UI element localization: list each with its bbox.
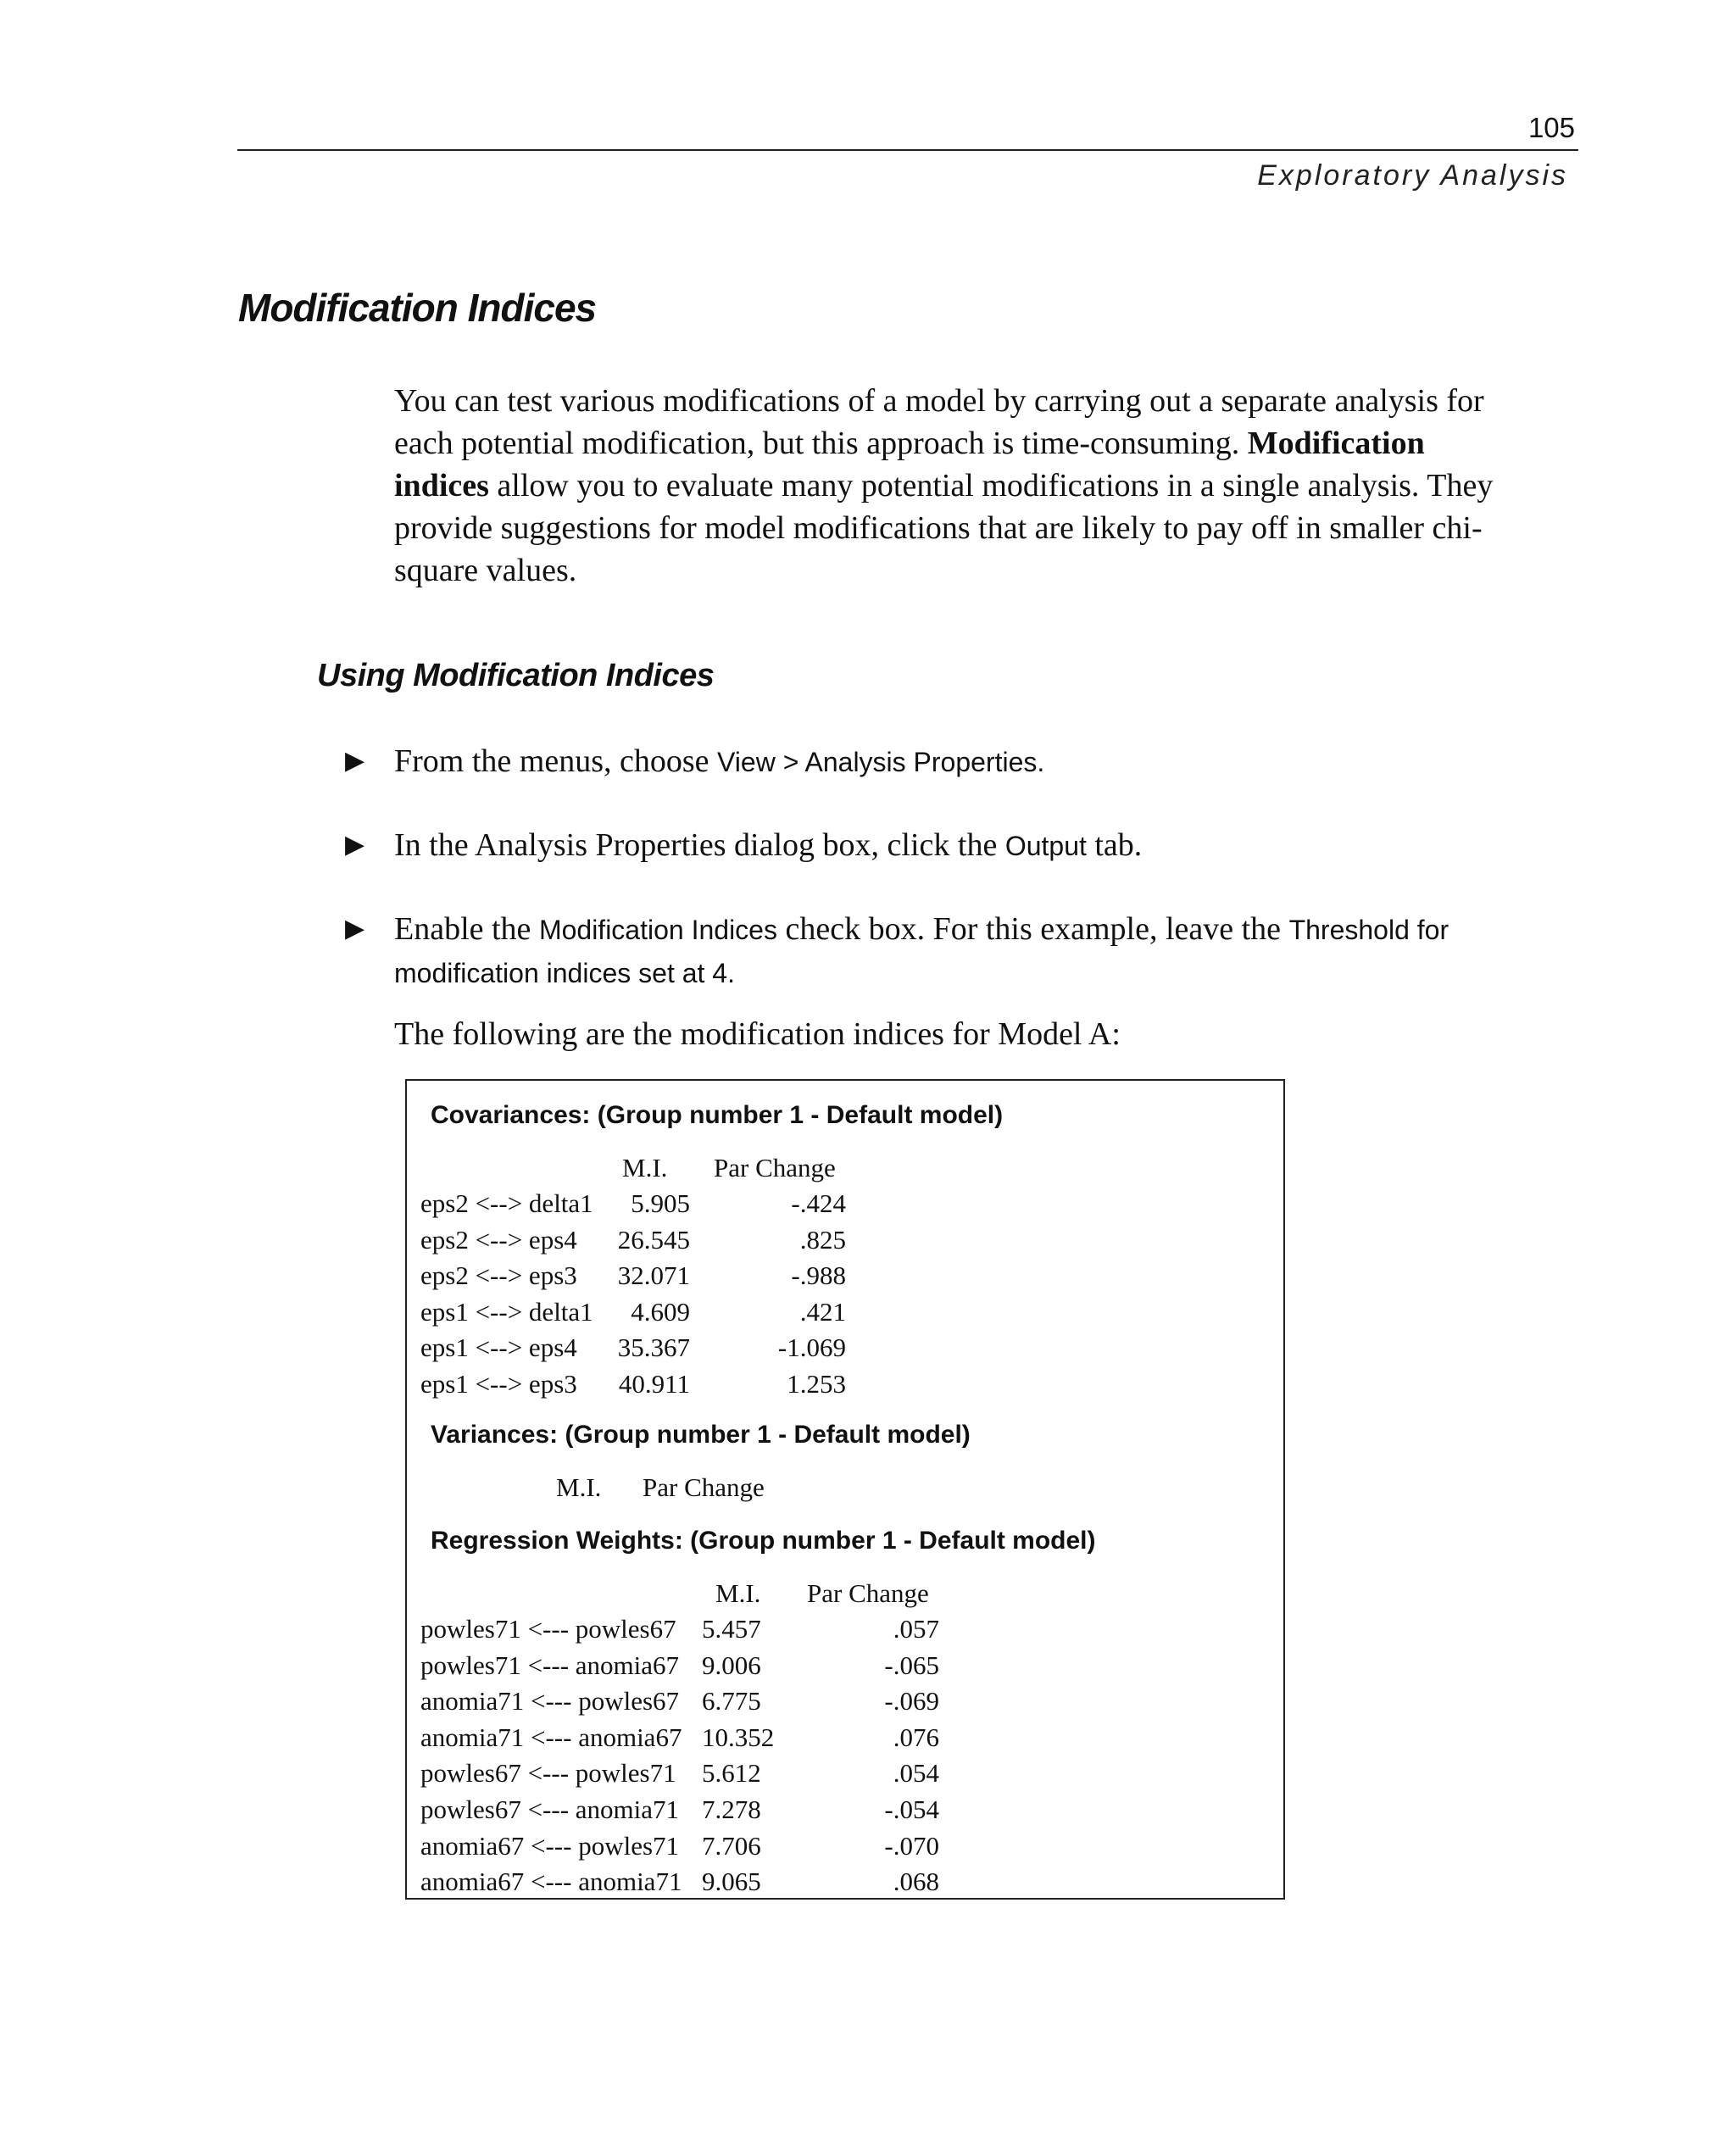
intro-line-2 [394,422,1581,465]
step-text: In the Analysis Properties dialog box, click the [394,827,1005,863]
table-cell: 10.352 [702,1722,775,1752]
step-text: Enable the [394,911,539,947]
step-3 [345,908,1449,994]
table-cell: -.988 [791,1260,846,1291]
table-cell: -.070 [884,1830,939,1861]
step-1 [345,740,1045,783]
regression-heading: Regression Weights: (Group number 1 - Default model) [431,1527,1096,1555]
intro-line-5: square values. [394,553,577,588]
regression-par-values [805,1611,939,1900]
covariances-col-mi: M.I. [622,1153,668,1182]
table-row: eps1 <--> delta1 [420,1296,593,1327]
table-row: powles71 <--- anomia67 [420,1650,680,1680]
intro-text: allow you to evaluate many potential modifications in a single analysis. They [488,468,1494,504]
covariances-col-par: Par Change [714,1153,836,1182]
table-cell: .825 [799,1224,846,1255]
table-row: eps1 <--> eps3 [420,1368,577,1399]
covariances-par-values [712,1186,846,1403]
table-cell: 5.457 [702,1614,761,1644]
threshold-option: Threshold for [1288,915,1449,945]
regression-labels [420,1611,682,1900]
table-row: anomia71 <--- anomia67 [420,1722,682,1752]
step-text: check box. For this example, leave the [776,911,1289,947]
table-cell: 1.253 [787,1368,846,1399]
bullet-arrow-icon: ▶ [345,830,365,860]
regression-col-mi: M.I. [715,1578,761,1608]
running-head: Exploratory Analysis [1257,159,1568,192]
table-row: anomia67 <--- powles71 [420,1830,680,1861]
table-cell: 32.071 [617,1260,690,1291]
table-row: powles71 <--- powles67 [420,1614,676,1644]
table-row: anomia67 <--- anomia71 [420,1867,682,1897]
table-cell: 35.367 [617,1333,690,1363]
intro-line-4: provide suggestions for model modifications that are likely to pay off in smaller chi- [394,510,1483,546]
menu-view: View [717,747,776,777]
covariances-heading: Covariances: (Group number 1 - Default model) [431,1101,1004,1129]
bullet-arrow-icon: ▶ [345,914,365,943]
table-cell: .421 [799,1296,846,1327]
table-row: eps1 <--> eps4 [420,1333,577,1363]
step-text: From the menus, choose [394,743,718,779]
covariances-labels [420,1186,593,1403]
table-cell: -.424 [791,1188,846,1218]
threshold-option-cont: modification indices set at 4. [394,958,735,988]
table-cell: 7.278 [702,1794,761,1824]
table-row: powles67 <--- powles71 [420,1758,676,1789]
table-cell: -.069 [884,1686,939,1716]
modification-indices-output [405,1079,1285,1900]
table-cell: 4.609 [631,1296,690,1327]
table-cell: -1.069 [777,1333,846,1363]
intro-line-1: You can test various modifications of a model by carrying out a separate analysis for [394,383,1484,419]
table-cell: 6.775 [702,1686,761,1716]
output-tab-name: Output [1004,831,1087,861]
table-cell: 9.006 [702,1650,761,1680]
header-rule [237,149,1578,151]
table-cell: -.065 [884,1650,939,1680]
intro-line-3 [394,465,1581,507]
table-cell: 26.545 [617,1224,690,1255]
covariances-mi-values [595,1186,690,1403]
modification-indices-option: Modification Indices [538,915,777,945]
variances-col-mi: M.I. [556,1472,602,1502]
table-cell: 9.065 [702,1867,761,1897]
table-cell: .068 [893,1867,939,1897]
section-title: Modification Indices [238,286,597,330]
table-row: eps2 <--> eps4 [420,1224,577,1255]
bullet-arrow-icon: ▶ [345,746,365,776]
intro-text: each potential modification, but this approach is time-consuming. [394,426,1248,461]
table-cell: 5.612 [702,1758,761,1789]
table-cell: 7.706 [702,1830,761,1861]
subsection-title: Using Modification Indices [317,658,715,693]
table-row: anomia71 <--- powles67 [420,1686,680,1716]
menu-analysis-properties: Analysis Properties. [804,747,1045,777]
table-cell: 5.905 [631,1188,690,1218]
table-cell: .076 [893,1722,939,1752]
table-cell: -.054 [884,1794,939,1824]
table-cell: .057 [893,1614,939,1644]
intro-paragraph [394,380,1581,592]
regression-col-par: Par Change [807,1578,929,1608]
intro-term-bold: indices [394,468,489,504]
intro-term-bold: Modification [1247,426,1425,461]
variances-col-par: Par Change [643,1472,765,1502]
table-row: eps2 <--> delta1 [420,1188,593,1218]
table-cell: 40.911 [618,1368,690,1399]
table-row: eps2 <--> eps3 [420,1260,577,1291]
page-number: 105 [1527,112,1575,143]
table-cell: .054 [893,1758,939,1789]
step-text: tab. [1086,827,1143,863]
table-lead-text: The following are the modification indices for Model A: [394,1016,1121,1052]
variances-heading: Variances: (Group number 1 - Default model) [431,1421,971,1449]
menu-separator: > [775,747,805,777]
table-row: powles67 <--- anomia71 [420,1794,680,1824]
regression-mi-values [702,1611,774,1900]
step-2 [345,824,1143,867]
